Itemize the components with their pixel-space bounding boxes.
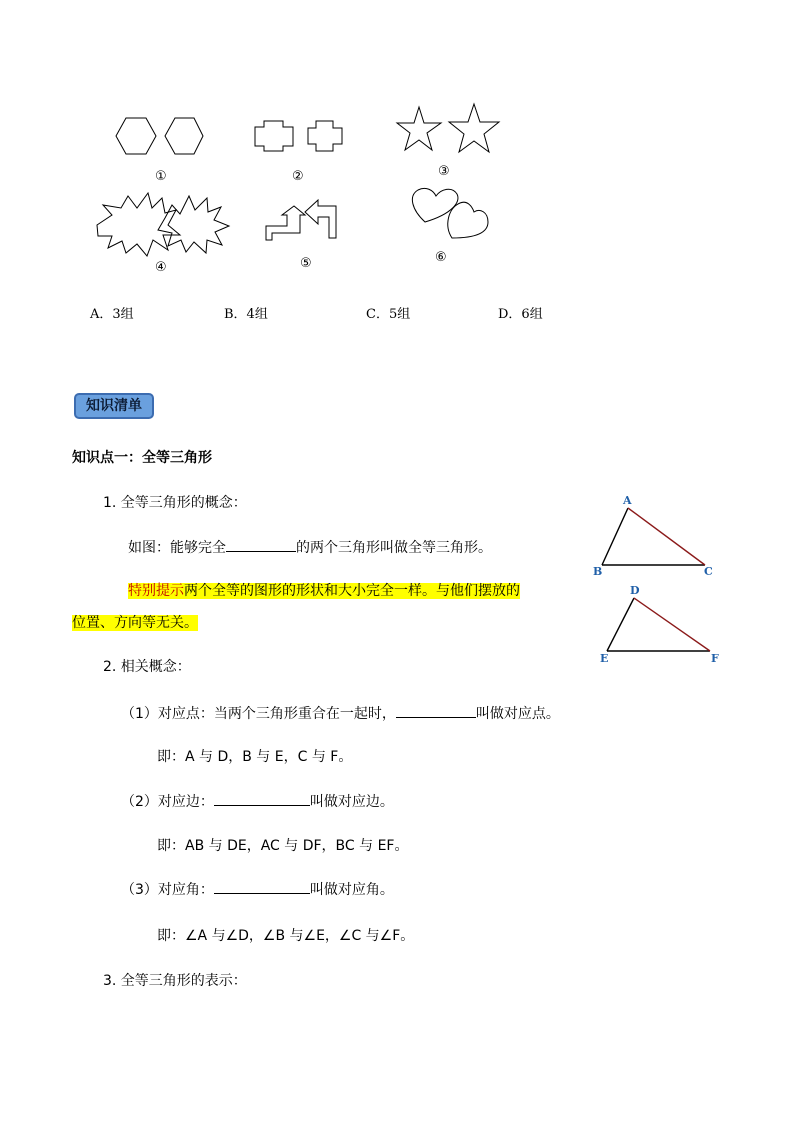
heart-pair-figure: [412, 188, 488, 238]
figure-number: ①: [155, 169, 167, 184]
congruent-triangles-figure: [590, 495, 730, 675]
triangle-abc: [593, 495, 713, 578]
heart-shape: [448, 202, 488, 238]
figure-number: ②: [292, 169, 304, 184]
arrow-shape: [305, 200, 336, 238]
tip-line-2: [72, 612, 198, 632]
vertex-label-f: F: [711, 652, 719, 665]
p2-text-before: （2）对应边：: [121, 794, 214, 810]
item3-title: 3. 全等三角形的表示：: [103, 973, 247, 989]
fill-blank[interactable]: [226, 537, 296, 552]
heart-shape: [412, 188, 458, 222]
item1-text-after: 的两个三角形叫做全等三角形。: [296, 540, 492, 556]
vertex-label-c: C: [704, 565, 713, 578]
figure-number: ④: [155, 260, 167, 275]
hexagon-pair-figure: [116, 118, 203, 154]
section-badge: 知识清单: [74, 393, 154, 419]
hexagon-shape: [116, 118, 156, 154]
tip-label: 特别提示: [128, 583, 184, 599]
figure-number: ⑥: [435, 250, 447, 265]
option-a[interactable]: A．3组: [90, 307, 134, 322]
burst-pair-figure: [97, 193, 229, 256]
cross-shape: [255, 121, 293, 151]
shape-figures: [0, 0, 794, 300]
item2-title: 2. 相关概念：: [103, 659, 191, 675]
option-b[interactable]: B．4组: [224, 307, 268, 322]
corresponding-angles-line: [121, 879, 394, 899]
option-d[interactable]: D．6组: [498, 307, 543, 322]
cross-shape: [308, 121, 342, 151]
star-shape: [449, 104, 499, 152]
figure-number: ⑤: [300, 256, 312, 271]
star-shape: [397, 107, 441, 150]
vertex-label-a: A: [623, 495, 632, 507]
tip-text-1: 两个全等的图形的形状和大小完全一样。与他们摆放的: [184, 583, 520, 599]
item1-title: 1. 全等三角形的概念：: [103, 495, 247, 511]
item1-text-before: 如图：能够完全: [128, 540, 226, 556]
fill-blank[interactable]: [214, 879, 310, 894]
hexagon-shape: [165, 118, 203, 154]
star-pair-figure: [397, 104, 499, 152]
item1-definition: [128, 537, 492, 557]
arrow-pair-figure: [266, 200, 336, 240]
corresponding-points-example: 即：A 与 D，B 与 E，C 与 F。: [157, 749, 353, 765]
corresponding-sides-line: [121, 791, 394, 811]
p3-text-after: 叫做对应角。: [309, 882, 394, 898]
fill-blank[interactable]: [396, 703, 476, 718]
tip-text-2: 位置、方向等无关。: [72, 615, 198, 631]
corresponding-angles-example: 即：∠A 与∠D，∠B 与∠E，∠C 与∠F。: [157, 928, 415, 944]
p1-text-before: （1）对应点：当两个三角形重合在一起时，: [121, 706, 396, 722]
p2-text-after: 叫做对应边。: [309, 794, 394, 810]
vertex-label-b: B: [593, 565, 603, 578]
corresponding-points-line: [121, 703, 560, 723]
triangle-def: [600, 584, 719, 665]
p1-text-after: 叫做对应点。: [475, 706, 560, 722]
tip-line-1: [128, 580, 520, 600]
p3-text-before: （3）对应角：: [121, 882, 214, 898]
cross-pair-figure: [255, 121, 342, 151]
vertex-label-d: D: [630, 584, 640, 597]
knowledge-point-title: 知识点一：全等三角形: [72, 450, 212, 466]
vertex-label-e: E: [600, 652, 609, 665]
figure-number: ③: [438, 164, 450, 179]
option-c[interactable]: C．5组: [366, 307, 411, 322]
fill-blank[interactable]: [214, 791, 310, 806]
arrow-shape: [266, 206, 305, 240]
corresponding-sides-example: 即：AB 与 DE，AC 与 DF，BC 与 EF。: [157, 838, 409, 854]
